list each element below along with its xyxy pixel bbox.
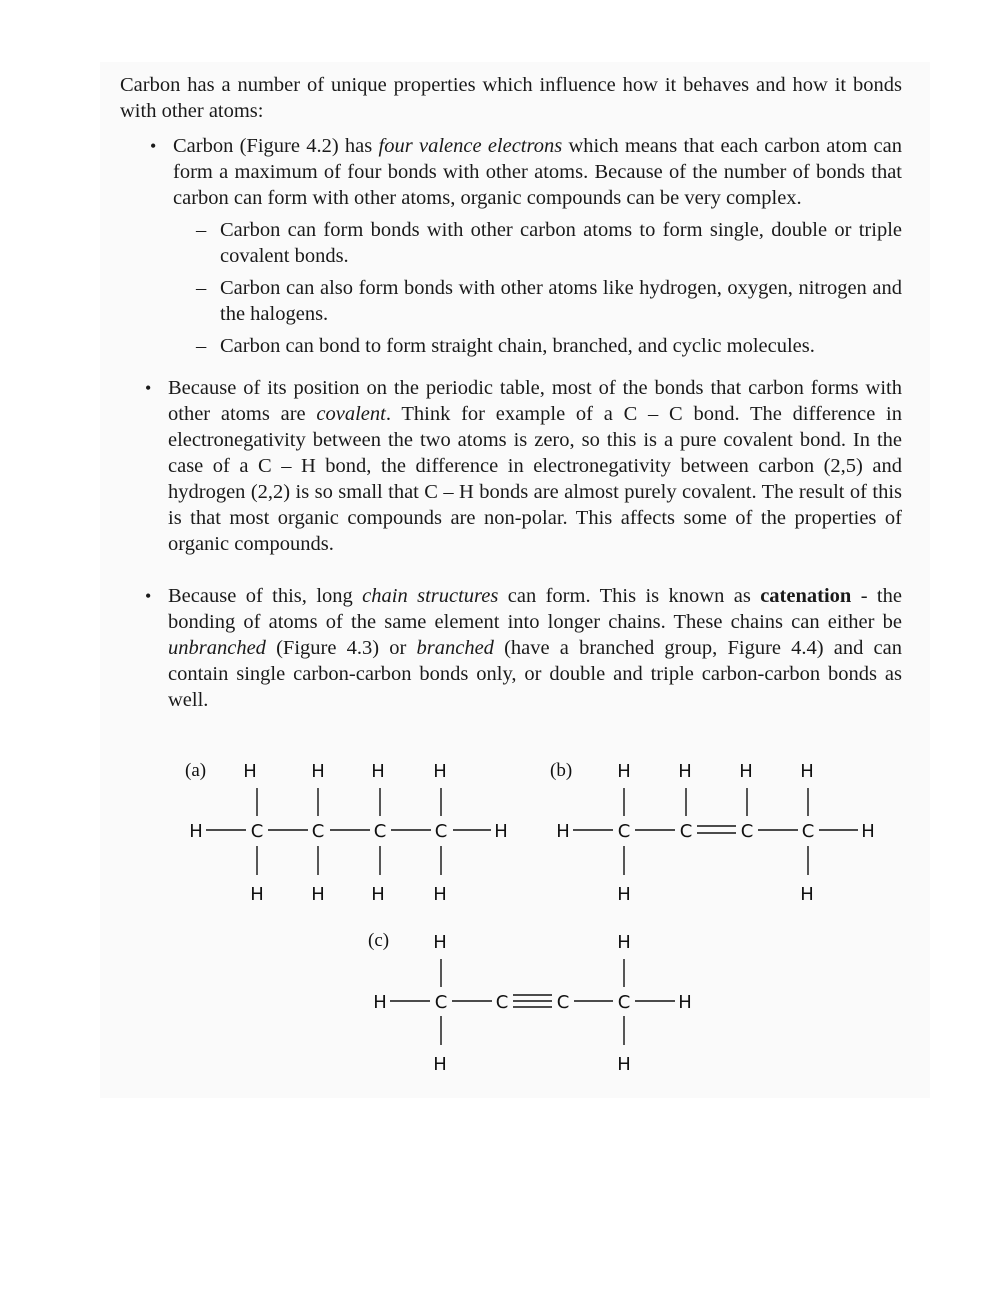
atom-h: H — [250, 884, 264, 905]
dash-icon: – — [196, 277, 207, 299]
atom-c: C — [617, 992, 631, 1013]
dash-icon: – — [196, 335, 207, 357]
atom-c: C — [740, 821, 754, 842]
label-c: (c) — [368, 930, 390, 951]
atom-h: H — [311, 884, 325, 905]
atom-h: H — [373, 992, 387, 1013]
atom-h: H — [433, 761, 447, 782]
atom-h: H — [617, 884, 631, 905]
atom-c: C — [311, 821, 325, 842]
atom-h: H — [433, 884, 447, 905]
bullet-icon: • — [150, 136, 157, 156]
atom-h: H — [739, 761, 753, 782]
bullet-item-valence: • Carbon (Figure 4.2) has four valence electrons which means that each carbon atom can form a maximum of four bonds with other atoms. Because of the number of bonds that carbon can form with other atoms, organic compounds can be very complex. – Carbon can form bonds with other carbon atoms to form single, double or triple covalent bonds. – Carbon can also form bonds with other atoms like hydrogen, oxygen, nitrogen and the halogens. – Carbon can bond to form straight chain, branched, and cyclic molecules. — [150, 135, 902, 357]
atom-c: C — [495, 992, 509, 1013]
atom-h: H — [433, 932, 447, 953]
atom-h: H — [371, 884, 385, 905]
atom-h: H — [189, 821, 203, 842]
structure-c — [368, 930, 692, 1075]
intro-paragraph: Carbon has a number of unique properties which influence how it behaves and how it bonds with other atoms: — [120, 74, 902, 122]
atom-h: H — [556, 821, 570, 842]
sub-item: – Carbon can also form bonds with other atoms like hydrogen, oxygen, nitrogen and the halogens. — [196, 277, 902, 325]
atom-h: H — [433, 1054, 447, 1075]
structural-formulas — [170, 750, 890, 1090]
emphasis-covalent: covalent — [316, 403, 386, 425]
sub-item: – Carbon can bond to form straight chain, branched, and cyclic molecules. — [196, 335, 815, 357]
atom-h: H — [617, 761, 631, 782]
atom-h: H — [617, 1054, 631, 1075]
atom-h: H — [861, 821, 875, 842]
atom-h: H — [617, 932, 631, 953]
atom-c: C — [434, 821, 448, 842]
sub-list — [196, 217, 902, 359]
bullet-icon: • — [145, 378, 152, 398]
atom-h: H — [678, 761, 692, 782]
bullet-list — [120, 133, 902, 713]
atom-h: H — [800, 884, 814, 905]
structure-a — [185, 760, 508, 905]
atom-c: C — [373, 821, 387, 842]
emphasis-valence: four valence electrons — [378, 135, 563, 157]
atom-c: C — [250, 821, 264, 842]
dash-icon: – — [196, 219, 207, 241]
structure-b — [550, 760, 875, 905]
atom-h: H — [678, 992, 692, 1013]
atom-h: H — [311, 761, 325, 782]
atom-c: C — [801, 821, 815, 842]
bullet-item-covalent: • Because of its position on the periodic table, most of the bonds that carbon forms with other atoms are covalent. Think for example of a C – C bond. The difference in electronegativity between the two atoms is zero, so this is a pure covalent bond. In the case of a C – H bond, the difference in electronegativity between carbon (2,5) and hydrogen (2,2) is so small that C – H bonds are almost purely covalent. The result of this is that most organic compounds are non-polar. This affects some of the properties of organic compounds. — [145, 377, 903, 555]
term-catenation: catenation — [760, 585, 852, 607]
atom-h: H — [494, 821, 508, 842]
atom-h: H — [371, 761, 385, 782]
text-body — [120, 72, 902, 713]
atom-c: C — [434, 992, 448, 1013]
atom-h: H — [800, 761, 814, 782]
sub-item: – Carbon can form bonds with other carbon atoms to form single, double or triple covalent bonds. — [196, 219, 902, 267]
atom-c: C — [556, 992, 570, 1013]
label-a: (a) — [185, 760, 207, 781]
bullet-icon: • — [145, 586, 152, 606]
atom-c: C — [617, 821, 631, 842]
atom-c: C — [679, 821, 693, 842]
label-b: (b) — [550, 760, 573, 781]
atom-h: H — [243, 761, 257, 782]
bullet-item-catenation: • Because of this, long chain structures can form. This is known as catenation - the bonding of atoms of the same element into longer chains. These chains can either be unbranched (Figure 4.3) or branched (have a branched group, Figure 4.4) and can contain single carbon-carbon bonds only, or double and triple carbon-carbon bonds as well. — [145, 585, 902, 711]
